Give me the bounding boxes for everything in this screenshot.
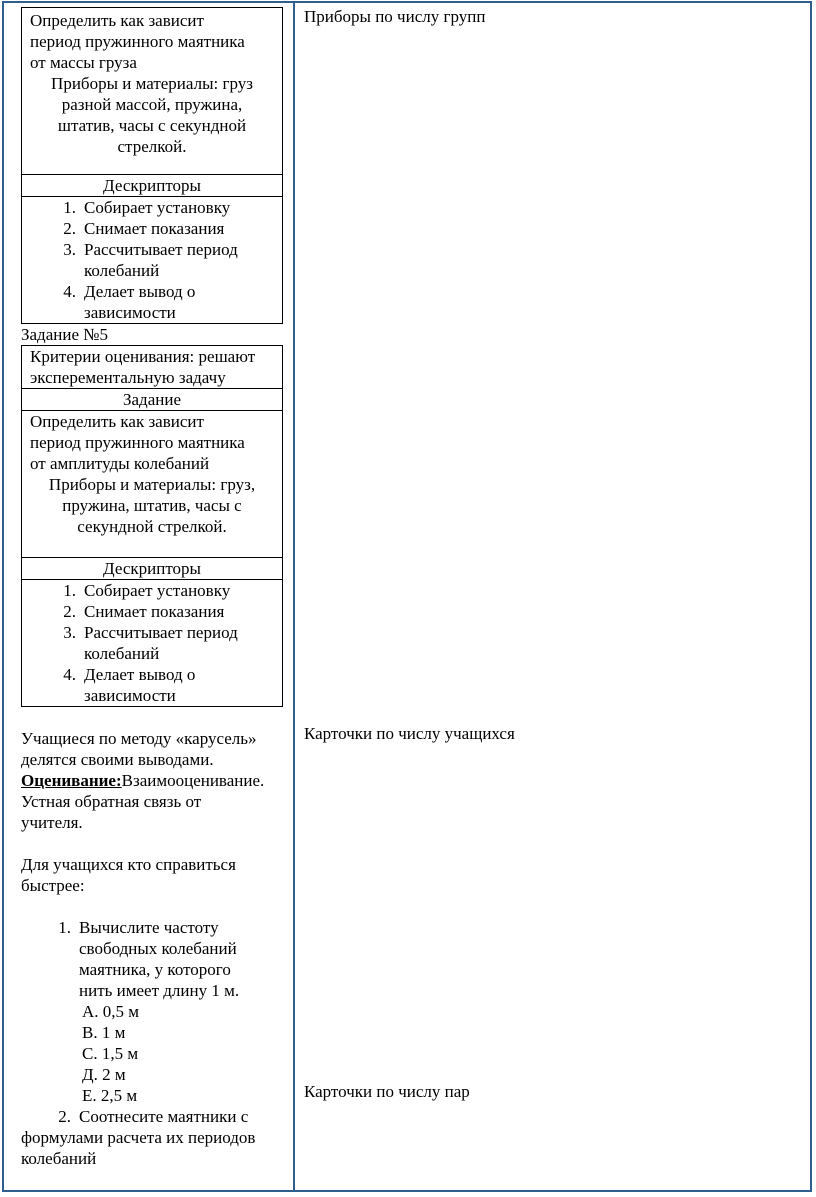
- task5-descriptors-cell: [22, 579, 282, 706]
- devices-note: Приборы по числу групп: [304, 7, 486, 26]
- column-divider: [293, 3, 295, 1190]
- task4-descriptors-cell: [22, 196, 282, 323]
- cards-students-note: Карточки по числу учащихся: [304, 724, 515, 743]
- task4-task-line: Определить как зависит: [30, 11, 204, 30]
- assessment-label: Оценивание:: [21, 771, 122, 790]
- task5-task-title: Задание: [22, 388, 282, 410]
- fast-students-paragraph: [21, 854, 291, 896]
- assessment-line: [21, 770, 291, 791]
- paragraph-line: колебаний: [21, 1149, 97, 1168]
- list-item: 1. Собирает установку: [63, 581, 231, 600]
- left-column: [21, 3, 291, 1169]
- task5-materials-line: пружина, штатив, часы с: [62, 496, 242, 515]
- question-2: 2. Соотнесите маятники с формулами расчета их периодов колебаний: [21, 1106, 291, 1169]
- cards-pairs-note: Карточки по числу пар: [304, 1082, 470, 1101]
- task4-materials-line: стрелкой.: [117, 137, 187, 156]
- criteria-line: Критерии оценивания: решают: [30, 347, 256, 366]
- list-item: 2. Снимает показания: [63, 219, 225, 238]
- answer-option: В. 1 м: [82, 1023, 126, 1042]
- paragraph-line: делятся своими выводами.: [21, 750, 214, 769]
- page-frame: [2, 1, 812, 1192]
- criteria-line: эксперементальную задачу: [30, 368, 226, 387]
- question-1: 1. Вычислите частоту свободных колебаний маятника, у которого нить имеет длину 1 м.: [58, 918, 240, 1000]
- paragraph-line: Для учащихся кто справиться: [21, 855, 236, 874]
- task4-table: [21, 7, 283, 324]
- paragraph-line: формулами расчета их периодов: [21, 1128, 256, 1147]
- list-item: 3. Рассчитывает период колебаний: [63, 623, 238, 663]
- list-item: 4. Делает вывод о зависимости: [63, 665, 196, 705]
- answer-option: Е. 2,5 м: [82, 1086, 138, 1105]
- task4-descriptors-title: Дескрипторы: [22, 174, 282, 196]
- task5-table: [21, 345, 283, 707]
- task4-task-cell: [22, 8, 282, 174]
- answer-option: А. 0,5 м: [82, 1002, 140, 1021]
- task5-heading: Задание №5: [21, 325, 108, 344]
- task4-task-line: период пружинного маятника: [30, 32, 245, 51]
- task5-descriptors-title: Дескрипторы: [22, 557, 282, 579]
- task4-materials-line: штатив, часы с секундной: [57, 116, 247, 135]
- task4-materials-line: разной массой, пружина,: [61, 95, 243, 114]
- answer-option: Д. 2 м: [82, 1065, 126, 1084]
- list-item: 3. Рассчитывает период колебаний: [63, 240, 238, 280]
- question-list: [21, 917, 291, 1169]
- paragraph-line: учителя.: [21, 813, 83, 832]
- task4-task-line: от массы груза: [30, 53, 137, 72]
- list-item: 1. Собирает установку: [63, 198, 231, 217]
- task5-task-line: период пружинного маятника: [30, 433, 245, 452]
- list-item: 4. Делает вывод о зависимости: [63, 282, 196, 322]
- task5-task-cell: [22, 410, 282, 557]
- task5-materials-line: Приборы и материалы: груз,: [48, 475, 256, 494]
- task5-task-line: от амплитуды колебаний: [30, 454, 210, 473]
- list-item: 2. Снимает показания: [63, 602, 225, 621]
- carousel-paragraph: [21, 728, 291, 833]
- task5-criteria-cell: [22, 346, 282, 388]
- paragraph-line: Устная обратная связь от: [21, 792, 202, 811]
- paragraph-line: Учащиеся по методу «карусель»: [21, 729, 257, 748]
- answer-option: С. 1,5 м: [82, 1044, 139, 1063]
- task4-materials-line: Приборы и материалы: груз: [51, 74, 253, 93]
- task5-task-line: Определить как зависит: [30, 412, 204, 431]
- task5-materials-line: секундной стрелкой.: [77, 517, 227, 536]
- assessment-text: Взаимооценивание.: [121, 771, 265, 790]
- paragraph-line: быстрее:: [21, 876, 85, 895]
